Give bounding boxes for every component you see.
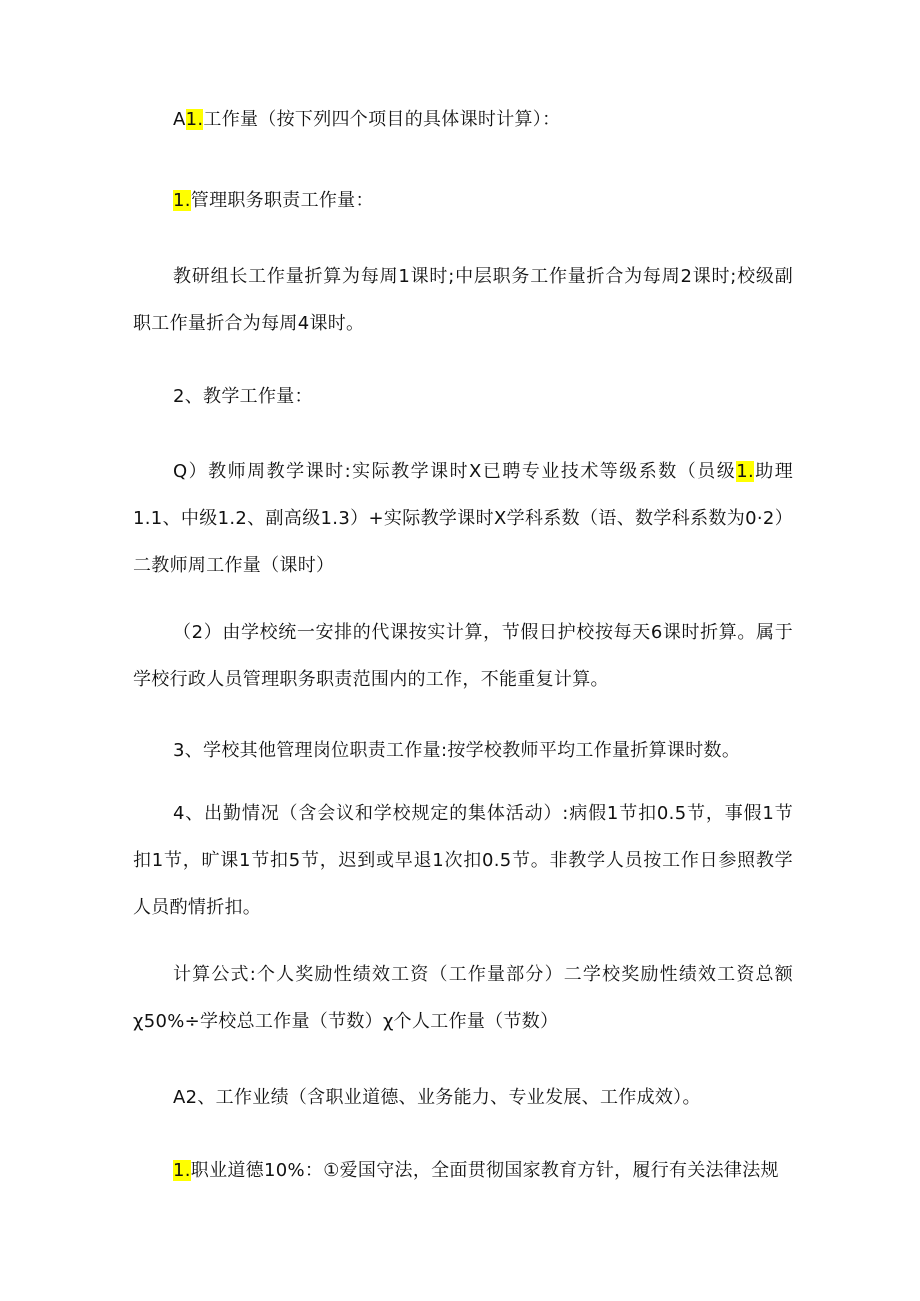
paragraph-item2-sub2	[133, 609, 793, 703]
text-segment: A2、工作业绩（含职业道德、业务能力、专业发展、工作成效）。	[173, 1087, 701, 1108]
text-segment: 计算公式:个人奖励性绩效工资（工作量部分）二学校奖励性绩效工资总额χ50%÷学校总工作量（节数）χ个人工作量（节数）	[133, 964, 793, 1032]
paragraph-item1-body	[133, 253, 793, 347]
text-segment: 工作量（按下列四个项目的具体课时计算）：	[203, 109, 561, 130]
paragraph-item4	[133, 790, 793, 931]
paragraph-item1-heading	[133, 177, 793, 224]
paragraph-item3	[133, 727, 793, 774]
paragraph-item2-formula	[133, 448, 793, 589]
paragraph-item2-heading	[133, 373, 793, 420]
text-segment: 4、出勤情况（含会议和学校规定的集体活动）:病假1节扣0.5节，事假1节扣1节，旷课1节扣5节，迟到或早退1次扣0.5节。非教学人员按工作日参照教学人员酌情折扣。	[133, 803, 793, 918]
paragraph-a1-heading	[133, 96, 793, 143]
paragraph-ethics	[133, 1147, 793, 1194]
text-segment: 职业道德10%：①爱国守法，全面贯彻国家教育方针，履行有关法律法规	[190, 1160, 779, 1181]
text-segment: 助理1.1、中级1.2、副高级1.3）+实际教学课时X学科系数（语、数学科系数为0·2）二教师周工作量（课时）	[133, 461, 793, 576]
text-segment: Q）教师周教学课时:实际教学课时X已聘专业技术等级系数（员级	[173, 461, 737, 482]
text-segment: 3、学校其他管理岗位职责工作量:按学校教师平均工作量折算课时数。	[173, 740, 741, 761]
text-segment: 教研组长工作量折算为每周1课时;中层职务工作量折合为每周2课时;校级副职工作量折合为每周4课时。	[133, 266, 793, 334]
text-segment: 管理职务职责工作量：	[190, 190, 374, 211]
text-segment: 2、教学工作量：	[173, 386, 313, 407]
paragraph-a2-heading	[133, 1074, 793, 1121]
text-segment: A	[173, 109, 186, 130]
paragraph-formula	[133, 951, 793, 1045]
highlighted-number: 1.	[173, 190, 191, 211]
highlighted-number: 1.	[185, 109, 204, 130]
text-segment: （2）由学校统一安排的代课按实计算，节假日护校按每天6课时折算。属于学校行政人员管理职务职责范围内的工作，不能重复计算。	[133, 622, 793, 690]
highlighted-number: 1.	[173, 1160, 191, 1181]
highlighted-number: 1.	[736, 461, 755, 482]
